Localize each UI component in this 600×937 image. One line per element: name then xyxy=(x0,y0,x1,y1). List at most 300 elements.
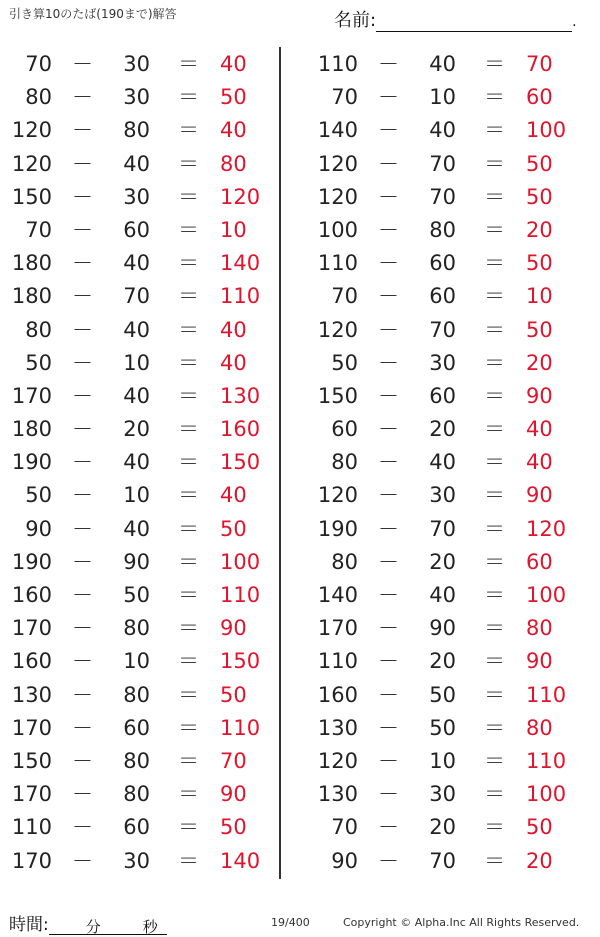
minus-sign: － xyxy=(72,483,93,508)
answer: 40 xyxy=(220,317,247,342)
answer: 50 xyxy=(220,85,247,110)
minuend: 50 xyxy=(25,483,52,508)
equals-sign: ＝ xyxy=(178,383,199,408)
subtrahend: 80 xyxy=(123,782,150,807)
answer: 40 xyxy=(220,483,247,508)
answer: 110 xyxy=(526,748,567,773)
subtrahend: 30 xyxy=(429,483,456,508)
subtrahend: 60 xyxy=(429,251,456,276)
answer: 130 xyxy=(220,383,261,408)
answer: 90 xyxy=(526,649,553,674)
answer: 50 xyxy=(220,815,247,840)
subtrahend: 60 xyxy=(429,284,456,309)
subtrahend: 10 xyxy=(123,483,150,508)
answer: 150 xyxy=(220,649,261,674)
minus-sign: － xyxy=(378,748,399,773)
time-label: 時間: xyxy=(9,915,49,935)
minuend: 140 xyxy=(317,583,358,607)
minuend: 90 xyxy=(331,848,358,873)
answer: 20 xyxy=(526,350,553,375)
equals-sign: ＝ xyxy=(484,649,505,674)
minus-sign: － xyxy=(72,649,93,674)
answer: 50 xyxy=(526,317,553,342)
equals-sign: ＝ xyxy=(484,350,505,375)
equals-sign: ＝ xyxy=(178,748,199,773)
answer: 20 xyxy=(526,848,553,873)
problem-row xyxy=(306,811,581,844)
problem-row xyxy=(0,114,275,147)
subtrahend: 80 xyxy=(123,118,150,143)
minuend: 120 xyxy=(317,483,358,508)
minus-sign: － xyxy=(72,616,93,641)
minuend: 70 xyxy=(331,815,358,840)
answer: 100 xyxy=(526,583,567,607)
minus-sign: － xyxy=(72,151,93,176)
subtrahend: 40 xyxy=(123,317,150,342)
column-divider xyxy=(279,47,281,879)
minus-sign: － xyxy=(72,85,93,110)
equals-sign: ＝ xyxy=(178,815,199,840)
minus-sign: － xyxy=(378,317,399,342)
equals-sign: ＝ xyxy=(484,483,505,508)
equals-sign: ＝ xyxy=(484,450,505,475)
minus-sign: － xyxy=(72,350,93,375)
minus-sign: － xyxy=(378,715,399,740)
name-end-dot: . xyxy=(572,14,577,30)
minuend: 110 xyxy=(317,251,358,276)
minus-sign: － xyxy=(72,52,93,76)
subtrahend: 10 xyxy=(429,748,456,773)
answer: 100 xyxy=(220,549,261,574)
equals-sign: ＝ xyxy=(178,85,199,110)
problem-row xyxy=(306,114,581,147)
minus-sign: － xyxy=(378,649,399,674)
minuend: 130 xyxy=(317,782,358,807)
answer: 70 xyxy=(526,52,553,76)
minuend: 70 xyxy=(331,284,358,309)
minuend: 110 xyxy=(317,52,358,76)
problem-row xyxy=(0,247,275,280)
answer: 70 xyxy=(220,748,247,773)
minus-sign: － xyxy=(72,682,93,707)
equals-sign: ＝ xyxy=(178,649,199,674)
answer: 40 xyxy=(526,450,553,475)
minus-sign: － xyxy=(72,118,93,143)
problem-row xyxy=(306,679,581,712)
equals-sign: ＝ xyxy=(484,682,505,707)
answer: 80 xyxy=(526,715,553,740)
problem-row xyxy=(306,81,581,114)
subtrahend: 10 xyxy=(429,85,456,110)
subtrahend: 30 xyxy=(123,184,150,209)
answer: 90 xyxy=(220,616,247,641)
minus-sign: － xyxy=(378,549,399,574)
minuend: 120 xyxy=(11,151,52,176)
answer: 60 xyxy=(526,549,553,574)
minus-sign: － xyxy=(72,516,93,541)
subtrahend: 40 xyxy=(123,151,150,176)
equals-sign: ＝ xyxy=(178,118,199,143)
minuend: 70 xyxy=(331,85,358,110)
equals-sign: ＝ xyxy=(484,317,505,342)
problem-row xyxy=(0,546,275,579)
minuend: 150 xyxy=(11,184,52,209)
subtrahend: 70 xyxy=(123,284,150,309)
equals-sign: ＝ xyxy=(484,815,505,840)
minus-sign: － xyxy=(378,815,399,840)
minus-sign: － xyxy=(378,782,399,807)
problem-row xyxy=(0,347,275,380)
minuend: 90 xyxy=(25,516,52,541)
minuend: 180 xyxy=(11,284,52,309)
subtrahend: 30 xyxy=(429,782,456,807)
problem-row xyxy=(306,845,581,878)
answer: 60 xyxy=(526,85,553,110)
equals-sign: ＝ xyxy=(484,217,505,242)
problem-row xyxy=(0,48,275,81)
equals-sign: ＝ xyxy=(484,782,505,807)
problem-row xyxy=(0,181,275,214)
equals-sign: ＝ xyxy=(484,848,505,873)
answer: 40 xyxy=(220,118,247,143)
problem-row xyxy=(306,48,581,81)
subtrahend: 60 xyxy=(123,217,150,242)
minuend: 80 xyxy=(331,450,358,475)
subtrahend: 80 xyxy=(123,616,150,641)
equals-sign: ＝ xyxy=(178,516,199,541)
answer: 80 xyxy=(526,616,553,641)
minus-sign: － xyxy=(72,251,93,276)
minus-sign: － xyxy=(378,450,399,475)
minus-sign: － xyxy=(378,251,399,276)
subtrahend: 40 xyxy=(429,450,456,475)
problem-row xyxy=(306,479,581,512)
minuend: 120 xyxy=(317,317,358,342)
minus-sign: － xyxy=(378,516,399,541)
minuend: 110 xyxy=(317,649,358,674)
minuend: 80 xyxy=(25,85,52,110)
subtrahend: 30 xyxy=(123,52,150,76)
subtrahend: 20 xyxy=(429,549,456,574)
answer: 140 xyxy=(220,848,261,873)
equals-sign: ＝ xyxy=(178,483,199,508)
subtrahend: 90 xyxy=(429,616,456,641)
minus-sign: － xyxy=(72,383,93,408)
minus-sign: － xyxy=(72,217,93,242)
problem-row xyxy=(0,712,275,745)
answer: 50 xyxy=(526,251,553,276)
answer: 50 xyxy=(526,815,553,840)
equals-sign: ＝ xyxy=(484,118,505,143)
subtrahend: 90 xyxy=(123,549,150,574)
minuend: 120 xyxy=(11,118,52,143)
minus-sign: － xyxy=(378,284,399,309)
subtrahend: 40 xyxy=(429,583,456,607)
equals-sign: ＝ xyxy=(178,549,199,574)
equals-sign: ＝ xyxy=(178,251,199,276)
answer: 50 xyxy=(526,151,553,176)
subtrahend: 20 xyxy=(123,417,150,442)
equals-sign: ＝ xyxy=(178,317,199,342)
minus-sign: － xyxy=(72,549,93,574)
minuend: 170 xyxy=(11,782,52,807)
minuend: 190 xyxy=(317,516,358,541)
equals-sign: ＝ xyxy=(178,217,199,242)
minuend: 50 xyxy=(331,350,358,375)
minus-sign: － xyxy=(72,450,93,475)
problem-row xyxy=(0,845,275,878)
subtrahend: 40 xyxy=(123,383,150,408)
time-underline xyxy=(49,916,167,935)
problem-row xyxy=(306,712,581,745)
problem-row xyxy=(0,778,275,811)
equals-sign: ＝ xyxy=(484,748,505,773)
equals-sign: ＝ xyxy=(484,251,505,276)
time-field xyxy=(9,910,167,935)
minuend: 170 xyxy=(11,715,52,740)
problem-row xyxy=(0,479,275,512)
minus-sign: － xyxy=(72,184,93,209)
minus-sign: － xyxy=(378,350,399,375)
problem-column-left xyxy=(0,48,275,878)
name-label: 名前: xyxy=(334,10,377,31)
equals-sign: ＝ xyxy=(178,782,199,807)
subtrahend: 60 xyxy=(429,383,456,408)
minuend: 110 xyxy=(11,815,52,840)
answer: 100 xyxy=(526,118,567,143)
minuend: 130 xyxy=(11,682,52,707)
minus-sign: － xyxy=(378,217,399,242)
minus-sign: － xyxy=(72,748,93,773)
problem-row xyxy=(306,181,581,214)
minuend: 80 xyxy=(331,549,358,574)
minus-sign: － xyxy=(378,682,399,707)
minuend: 130 xyxy=(317,715,358,740)
equals-sign: ＝ xyxy=(484,52,505,76)
answer: 160 xyxy=(220,417,261,442)
equals-sign: ＝ xyxy=(484,151,505,176)
problem-row xyxy=(0,148,275,181)
answer: 40 xyxy=(526,417,553,442)
minus-sign: － xyxy=(378,52,399,76)
answer: 40 xyxy=(220,350,247,375)
answer: 20 xyxy=(526,217,553,242)
minus-sign: － xyxy=(378,85,399,110)
answer: 110 xyxy=(526,682,567,707)
answer: 50 xyxy=(220,516,247,541)
minuend: 140 xyxy=(317,118,358,143)
equals-sign: ＝ xyxy=(484,549,505,574)
subtrahend: 60 xyxy=(123,815,150,840)
problem-row xyxy=(306,612,581,645)
equals-sign: ＝ xyxy=(178,184,199,209)
copyright-notice: Copyright © Alpha.Inc All Rights Reserved. xyxy=(343,916,580,929)
subtrahend: 40 xyxy=(123,251,150,276)
subtrahend: 80 xyxy=(123,748,150,773)
subtrahend: 50 xyxy=(429,682,456,707)
minus-sign: － xyxy=(72,317,93,342)
minus-sign: － xyxy=(72,417,93,442)
minuend: 180 xyxy=(11,417,52,442)
problem-row xyxy=(0,413,275,446)
answer: 150 xyxy=(220,450,261,475)
minuend: 170 xyxy=(11,616,52,641)
minuend: 190 xyxy=(11,450,52,475)
answer: 110 xyxy=(220,715,261,740)
subtrahend: 30 xyxy=(123,848,150,873)
minuend: 170 xyxy=(11,383,52,408)
problem-row xyxy=(0,214,275,247)
subtrahend: 50 xyxy=(123,583,150,607)
subtrahend: 70 xyxy=(429,516,456,541)
subtrahend: 70 xyxy=(429,184,456,209)
answer: 140 xyxy=(220,251,261,276)
name-underline xyxy=(376,11,572,32)
minus-sign: － xyxy=(72,583,93,607)
minuend: 160 xyxy=(11,649,52,674)
problem-row xyxy=(306,446,581,479)
problem-row xyxy=(0,314,275,347)
answer: 90 xyxy=(526,483,553,508)
equals-sign: ＝ xyxy=(484,616,505,641)
answer: 110 xyxy=(220,284,261,309)
subtrahend: 40 xyxy=(123,516,150,541)
subtrahend: 50 xyxy=(429,715,456,740)
equals-sign: ＝ xyxy=(178,52,199,76)
equals-sign: ＝ xyxy=(178,450,199,475)
minus-sign: － xyxy=(378,583,399,607)
minus-sign: － xyxy=(378,848,399,873)
minus-sign: － xyxy=(72,715,93,740)
subtrahend: 70 xyxy=(429,317,456,342)
problem-row xyxy=(0,280,275,313)
equals-sign: ＝ xyxy=(484,516,505,541)
minuend: 160 xyxy=(317,682,358,707)
subtrahend: 20 xyxy=(429,649,456,674)
minus-sign: － xyxy=(378,151,399,176)
problem-row xyxy=(0,645,275,678)
problem-row xyxy=(306,148,581,181)
problem-row xyxy=(306,214,581,247)
answer: 90 xyxy=(526,383,553,408)
problem-row xyxy=(0,513,275,546)
minuend: 180 xyxy=(11,251,52,276)
problem-row xyxy=(306,745,581,778)
subtrahend: 60 xyxy=(123,715,150,740)
equals-sign: ＝ xyxy=(484,417,505,442)
minuend: 150 xyxy=(317,383,358,408)
minuend: 100 xyxy=(317,217,358,242)
problem-row xyxy=(0,380,275,413)
minuend: 60 xyxy=(331,417,358,442)
problem-row xyxy=(306,645,581,678)
subtrahend: 10 xyxy=(123,649,150,674)
subtrahend: 30 xyxy=(429,350,456,375)
equals-sign: ＝ xyxy=(178,417,199,442)
seconds-label: 秒 xyxy=(142,918,158,936)
answer: 50 xyxy=(220,682,247,707)
problem-row xyxy=(306,413,581,446)
problem-row xyxy=(0,612,275,645)
minuend: 70 xyxy=(25,52,52,76)
minutes-label: 分 xyxy=(85,918,101,936)
equals-sign: ＝ xyxy=(178,583,199,607)
answer: 10 xyxy=(220,217,247,242)
problem-row xyxy=(0,679,275,712)
problem-row xyxy=(0,579,275,612)
problem-row xyxy=(306,280,581,313)
equals-sign: ＝ xyxy=(178,284,199,309)
problem-row xyxy=(306,314,581,347)
subtrahend: 10 xyxy=(123,350,150,375)
minus-sign: － xyxy=(378,616,399,641)
problem-row xyxy=(306,778,581,811)
minus-sign: － xyxy=(72,815,93,840)
footer xyxy=(0,907,600,935)
minus-sign: － xyxy=(72,848,93,873)
name-field xyxy=(334,6,577,32)
problem-row xyxy=(306,347,581,380)
minuend: 190 xyxy=(11,549,52,574)
equals-sign: ＝ xyxy=(484,184,505,209)
problem-row xyxy=(0,811,275,844)
answer: 40 xyxy=(220,52,247,76)
minuend: 120 xyxy=(317,151,358,176)
answer: 90 xyxy=(220,782,247,807)
minuend: 50 xyxy=(25,350,52,375)
problem-row xyxy=(306,546,581,579)
minus-sign: － xyxy=(378,184,399,209)
minuend: 120 xyxy=(317,748,358,773)
subtrahend: 70 xyxy=(429,151,456,176)
answer: 100 xyxy=(526,782,567,807)
equals-sign: ＝ xyxy=(484,284,505,309)
equals-sign: ＝ xyxy=(178,682,199,707)
equals-sign: ＝ xyxy=(178,715,199,740)
minuend: 160 xyxy=(11,583,52,607)
minus-sign: － xyxy=(378,483,399,508)
equals-sign: ＝ xyxy=(178,151,199,176)
subtrahend: 80 xyxy=(123,682,150,707)
equals-sign: ＝ xyxy=(178,616,199,641)
problem-row xyxy=(0,745,275,778)
minuend: 70 xyxy=(25,217,52,242)
subtrahend: 70 xyxy=(429,848,456,873)
minuend: 170 xyxy=(11,848,52,873)
problem-row xyxy=(306,579,581,612)
answer: 110 xyxy=(220,583,261,607)
problem-row xyxy=(0,81,275,114)
equals-sign: ＝ xyxy=(484,383,505,408)
subtrahend: 20 xyxy=(429,815,456,840)
problem-column-right xyxy=(306,48,581,878)
minus-sign: － xyxy=(72,284,93,309)
problem-row xyxy=(306,247,581,280)
minus-sign: － xyxy=(378,118,399,143)
subtrahend: 40 xyxy=(429,52,456,76)
equals-sign: ＝ xyxy=(484,715,505,740)
subtrahend: 40 xyxy=(429,118,456,143)
minus-sign: － xyxy=(72,782,93,807)
minuend: 170 xyxy=(317,616,358,641)
minus-sign: － xyxy=(378,383,399,408)
minus-sign: － xyxy=(378,417,399,442)
subtrahend: 30 xyxy=(123,85,150,110)
equals-sign: ＝ xyxy=(178,350,199,375)
answer: 10 xyxy=(526,284,553,309)
minuend: 120 xyxy=(317,184,358,209)
answer: 80 xyxy=(220,151,247,176)
